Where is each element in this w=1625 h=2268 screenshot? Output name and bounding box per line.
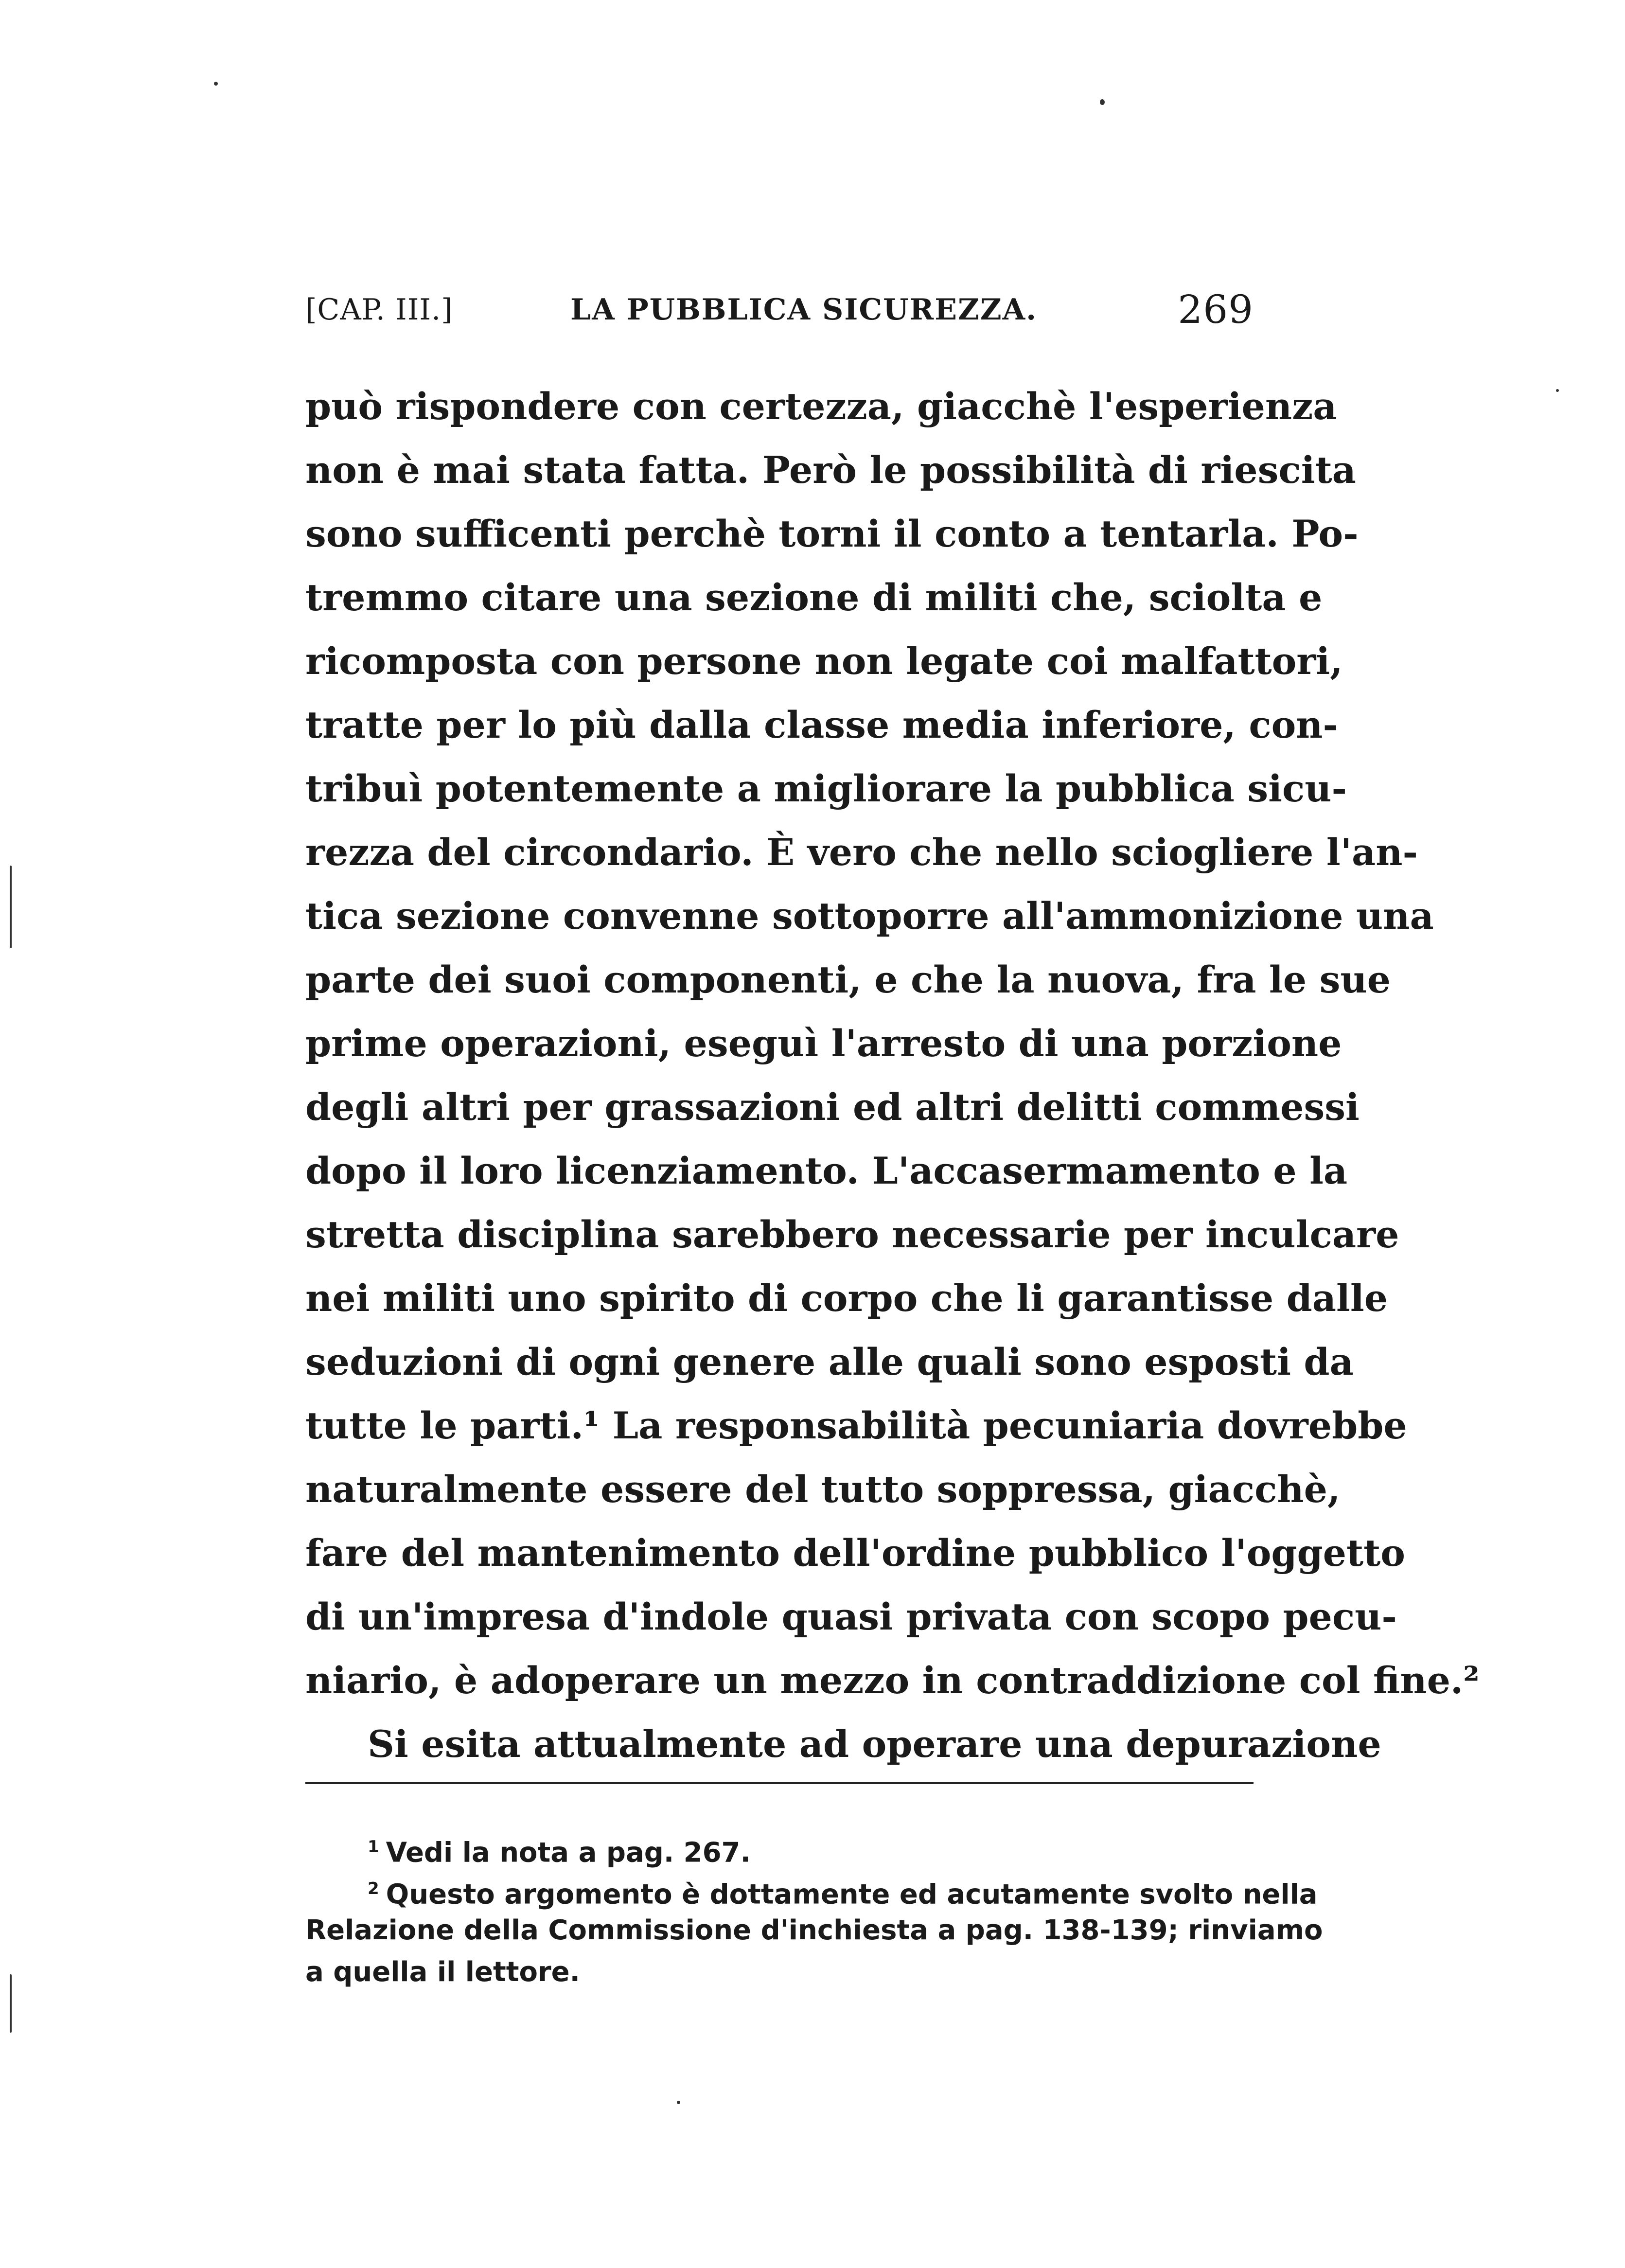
footnote-marker: 1 bbox=[368, 1837, 379, 1857]
page-number: 269 bbox=[1178, 287, 1254, 332]
text-line: niario, è adoperare un mezzo in contraddizione col fine.² bbox=[305, 1659, 1480, 1702]
text-line: può rispondere con certezza, giacchè l'esperienza bbox=[305, 385, 1337, 428]
footnote-2 bbox=[305, 1868, 1318, 1911]
running-header bbox=[305, 287, 1254, 336]
footnote-line: Relazione della Commissione d'inchiesta a pag. 138-139; rinviamo bbox=[305, 1914, 1323, 1946]
text-line: tica sezione convenne sottoporre all'ammonizione una bbox=[305, 894, 1434, 938]
text-line: sono sufficenti perchè torni il conto a tentarla. Po- bbox=[305, 512, 1359, 555]
text-line: non è mai stata fatta. Però le possibilità di riescita bbox=[305, 448, 1356, 492]
text-line: tratte per lo più dalla classe media inferiore, con- bbox=[305, 703, 1339, 746]
text-line-paragraph-start: Si esita attualmente ad operare una depurazione bbox=[368, 1722, 1381, 1766]
text-line: nei militi uno spirito di corpo che li garantisse dalle bbox=[305, 1276, 1388, 1320]
footnote-1 bbox=[305, 1826, 1254, 1868]
scan-speck bbox=[1100, 99, 1105, 105]
chapter-label: [CAP. III.] bbox=[305, 293, 453, 327]
text-line: di un'impresa d'indole quasi privata con scopo pecu- bbox=[305, 1595, 1397, 1638]
scan-speck bbox=[677, 2101, 680, 2104]
footnote-marker: 2 bbox=[368, 1879, 379, 1898]
footnotes bbox=[305, 1826, 1323, 1993]
running-title: LA PUBBLICA SICUREZZA. bbox=[570, 293, 1038, 327]
text-line: ricomposta con persone non legate coi malfattori, bbox=[305, 639, 1343, 683]
text-line: tremmo citare una sezione di militi che, sciolta e bbox=[305, 576, 1323, 619]
text-line: dopo il loro licenziamento. L'accasermamento e la bbox=[305, 1149, 1348, 1192]
scan-speck bbox=[1556, 389, 1559, 392]
footnote-line: a quella il lettore. bbox=[305, 1956, 580, 1988]
scan-speck bbox=[10, 866, 12, 948]
text-line: stretta disciplina sarebbero necessarie per inculcare bbox=[305, 1213, 1399, 1256]
scan-speck bbox=[10, 1974, 12, 2033]
footnote-text: Vedi la nota a pag. 267. bbox=[386, 1837, 751, 1869]
text-line: tutte le parti.¹ La responsabilità pecuniaria dovrebbe bbox=[305, 1404, 1407, 1447]
text-line: seduzioni di ogni genere alle quali sono esposti da bbox=[305, 1340, 1354, 1383]
text-line: prime operazioni, eseguì l'arresto di una porzione bbox=[305, 1022, 1342, 1065]
footnote-text: Questo argomento è dottamente ed acutamente svolto nella bbox=[386, 1878, 1318, 1911]
footnote-divider bbox=[305, 1782, 1254, 1784]
text-line: tribuì potentemente a migliorare la pubblica sicu- bbox=[305, 767, 1347, 810]
text-line: parte dei suoi componenti, e che la nuova, fra le sue bbox=[305, 958, 1391, 1001]
text-line: rezza del circondario. È vero che nello sciogliere l'an- bbox=[305, 831, 1418, 874]
body-paragraph bbox=[305, 374, 1480, 1776]
scan-speck bbox=[214, 82, 218, 86]
text-line: degli altri per grassazioni ed altri delitti commessi bbox=[305, 1085, 1360, 1129]
text-line: naturalmente essere del tutto soppressa, giacchè, bbox=[305, 1468, 1341, 1511]
text-line: fare del mantenimento dell'ordine pubblico l'oggetto bbox=[305, 1531, 1405, 1575]
